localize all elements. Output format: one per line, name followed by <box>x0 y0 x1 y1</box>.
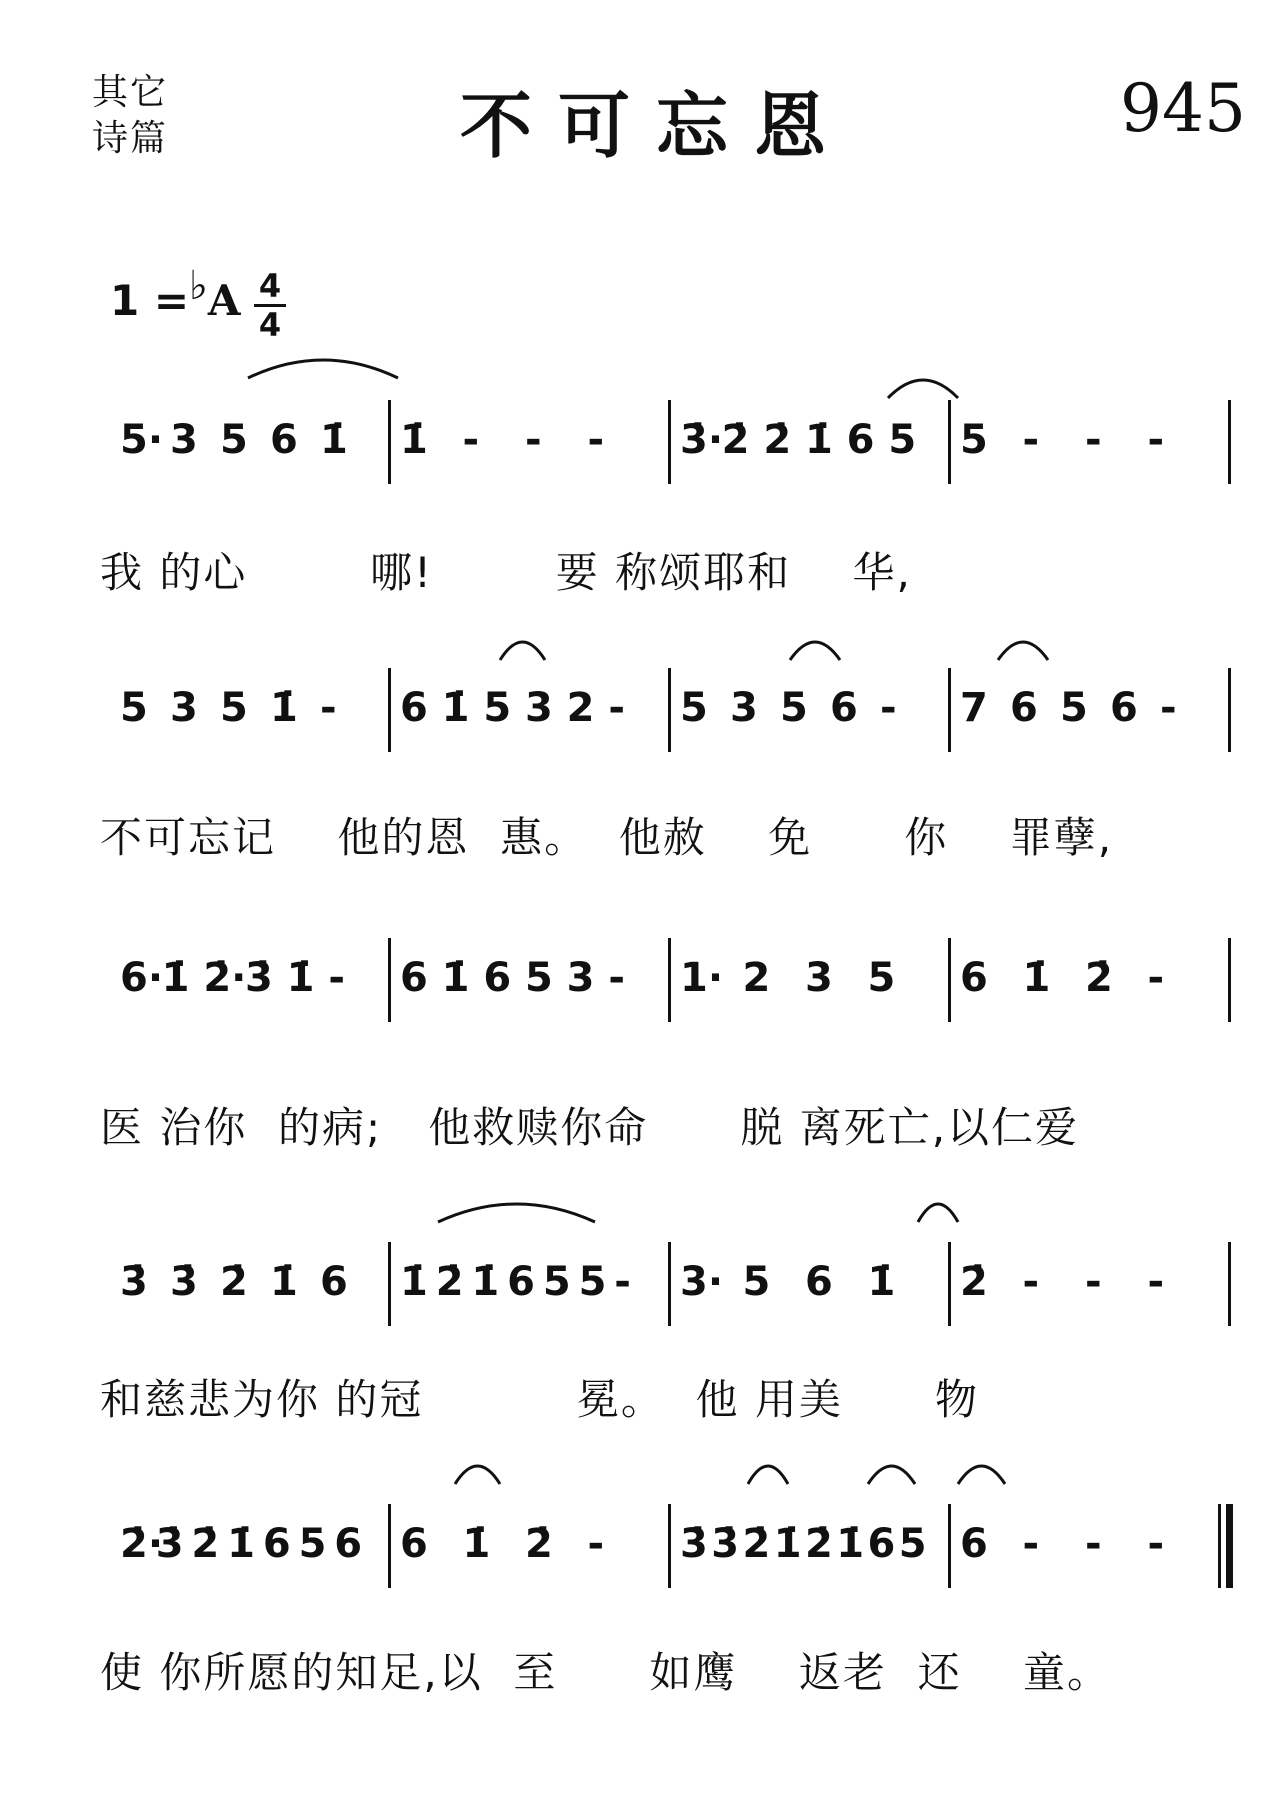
note: - <box>1085 1259 1102 1305</box>
barline <box>388 1242 391 1326</box>
slur <box>248 360 398 378</box>
note: 7 <box>960 685 988 731</box>
note: 5 <box>1060 685 1088 731</box>
note: - <box>1022 1259 1040 1305</box>
category-label <box>92 70 168 162</box>
note: 2 <box>742 955 771 1001</box>
note: 3̇ <box>155 1521 184 1567</box>
note: - <box>1022 417 1040 463</box>
note: 5 <box>960 417 988 463</box>
note: 3 <box>525 685 553 731</box>
note: 1̇ <box>462 1521 491 1567</box>
barline <box>668 1242 671 1326</box>
note: 3· <box>680 1259 724 1305</box>
time-top: 4 <box>258 267 282 305</box>
note: 1̇ <box>836 1521 865 1567</box>
barline <box>668 938 671 1022</box>
note: 1̇ <box>400 1259 428 1305</box>
note: 1̇ <box>773 1521 802 1567</box>
note: 3̇ <box>245 955 273 1001</box>
category-line-1: 其它 <box>92 72 169 113</box>
note: - <box>587 417 605 463</box>
note: 2̇· <box>203 955 247 1001</box>
note: 5 <box>220 417 248 463</box>
lyric-line-4: 和慈悲为你 的冠 冕。 他 用美 物 <box>100 1375 980 1424</box>
note: 2̇ <box>220 1259 248 1305</box>
barline <box>948 400 951 484</box>
note: - <box>1147 1259 1165 1305</box>
note: 6 <box>507 1259 535 1305</box>
slur <box>790 642 840 660</box>
note: 5· <box>120 417 164 463</box>
note: 3̇ <box>120 1259 148 1305</box>
note: 6 <box>400 685 428 731</box>
note: 2̇ <box>763 417 792 463</box>
note: - <box>462 417 480 463</box>
note: 2̇ <box>960 1259 988 1305</box>
note: 5 <box>483 685 512 731</box>
hymn-title: 不可忘恩 <box>460 84 853 168</box>
note: 1̇ <box>441 685 470 731</box>
barline <box>668 400 671 484</box>
slur <box>500 642 545 660</box>
note: 6 <box>400 1521 428 1567</box>
note: - <box>1147 417 1165 463</box>
note: - <box>608 955 625 1001</box>
note: 2̇· <box>120 1521 164 1567</box>
barline <box>388 938 391 1022</box>
time-bottom: 4 <box>258 306 282 344</box>
note: 2̇ <box>191 1521 220 1567</box>
slur <box>748 1466 788 1484</box>
category-line-2: 诗篇 <box>92 118 169 159</box>
note: 5 <box>742 1259 771 1305</box>
note: 2 <box>566 685 595 731</box>
note: 3̇ <box>170 1259 198 1305</box>
barline <box>948 1242 951 1326</box>
final-barline-thick <box>1226 1504 1233 1588</box>
note: 6 <box>960 1521 988 1567</box>
note: 5 <box>542 1259 571 1305</box>
key-letter: A <box>207 276 241 325</box>
note: 6 <box>1110 685 1138 731</box>
note: 6 <box>846 417 875 463</box>
note: - <box>1147 955 1165 1001</box>
hymn-number: 945 <box>1120 70 1246 147</box>
note: 1̇ <box>400 417 428 463</box>
barline <box>388 400 391 484</box>
slur <box>438 1204 595 1222</box>
note: 1̇ <box>270 685 298 731</box>
note: 1̇ <box>227 1521 255 1567</box>
note: 3 <box>170 685 198 731</box>
note: - <box>614 1259 631 1305</box>
note: 1̇ <box>1022 955 1051 1001</box>
final-barline-thin <box>1218 1504 1221 1588</box>
note: 3 <box>805 955 833 1001</box>
lyric-line-3: 医 治你 的病; 他救赎你命 脱 离死亡,以仁爱 <box>100 1103 1080 1152</box>
note: 5 <box>220 685 248 731</box>
barline <box>948 668 951 752</box>
note: - <box>1160 685 1177 731</box>
note: 3 <box>566 955 595 1001</box>
note: 3̇· <box>680 417 724 463</box>
note: - <box>525 417 542 463</box>
note: 6 <box>270 417 298 463</box>
note: 1̇ <box>286 955 315 1001</box>
note: 1̇ <box>867 1259 896 1305</box>
note: 1· <box>680 955 724 1001</box>
note: 5 <box>867 955 896 1001</box>
note: 5 <box>780 685 808 731</box>
note: 3 <box>170 417 198 463</box>
note: - <box>1147 1521 1165 1567</box>
note: 5 <box>120 685 148 731</box>
note: 1̇ <box>161 955 190 1001</box>
note: 2̇ <box>1085 955 1113 1001</box>
barline <box>668 668 671 752</box>
note: - <box>320 685 337 731</box>
note: 6· <box>120 955 164 1001</box>
slur <box>958 1466 1005 1484</box>
note: 3̇ <box>680 1521 708 1567</box>
note: 6 <box>400 955 428 1001</box>
note: - <box>587 1521 605 1567</box>
note: 2̇ <box>742 1521 771 1567</box>
note: 5 <box>888 417 917 463</box>
note: 2̇ <box>805 1521 833 1567</box>
note: 5 <box>898 1521 927 1567</box>
note: - <box>1085 1521 1102 1567</box>
note: 6 <box>830 685 858 731</box>
lyric-line-1: 我 的心 哪! 要 称颂耶和 华, <box>100 548 912 597</box>
note: 2̇ <box>525 1521 553 1567</box>
note: 3 <box>730 685 758 731</box>
barline <box>388 668 391 752</box>
note: 1̇ <box>270 1259 298 1305</box>
note: - <box>1022 1521 1040 1567</box>
lyric-line-2: 不可忘记 他的恩 惠。 他赦 免 你 罪孽, <box>100 813 1114 862</box>
barline <box>1228 938 1231 1022</box>
note: 5 <box>578 1259 607 1305</box>
barline <box>388 1504 391 1588</box>
barline <box>1228 400 1231 484</box>
note: 2̇ <box>435 1259 464 1305</box>
note: 5 <box>298 1521 327 1567</box>
note: 2̇ <box>721 417 750 463</box>
lyric-line-5: 使 你所愿的知足,以 至 如鹰 返老 还 童。 <box>100 1648 1112 1697</box>
barline <box>1228 668 1231 752</box>
note: 6 <box>262 1521 291 1567</box>
key-signature <box>110 263 241 325</box>
note: 6 <box>867 1521 896 1567</box>
slur <box>868 1466 915 1484</box>
barline <box>948 1504 951 1588</box>
slur <box>888 380 958 398</box>
note: 5 <box>525 955 553 1001</box>
note: - <box>608 685 625 731</box>
slur <box>455 1466 500 1484</box>
note: - <box>880 685 897 731</box>
key-prefix: 1 = <box>110 276 190 325</box>
note: 6 <box>320 1259 348 1305</box>
note: 1̇ <box>320 417 348 463</box>
note: 3̇ <box>711 1521 740 1567</box>
note: 6 <box>805 1259 833 1305</box>
note: 5 <box>680 685 708 731</box>
slur <box>998 642 1048 660</box>
slur <box>918 1204 958 1222</box>
note: 6 <box>1010 685 1038 731</box>
note: 6 <box>483 955 512 1001</box>
flat-icon: ♭ <box>189 263 208 309</box>
note: - <box>328 955 345 1001</box>
note: - <box>1085 417 1102 463</box>
note: 6 <box>334 1521 363 1567</box>
barline <box>668 1504 671 1588</box>
barline <box>1228 1242 1231 1326</box>
time-signature <box>252 268 288 343</box>
note: 1̇ <box>471 1259 500 1305</box>
barline <box>948 938 951 1022</box>
note: 1̇ <box>441 955 470 1001</box>
note: 6 <box>960 955 988 1001</box>
note: 1̇ <box>805 417 833 463</box>
